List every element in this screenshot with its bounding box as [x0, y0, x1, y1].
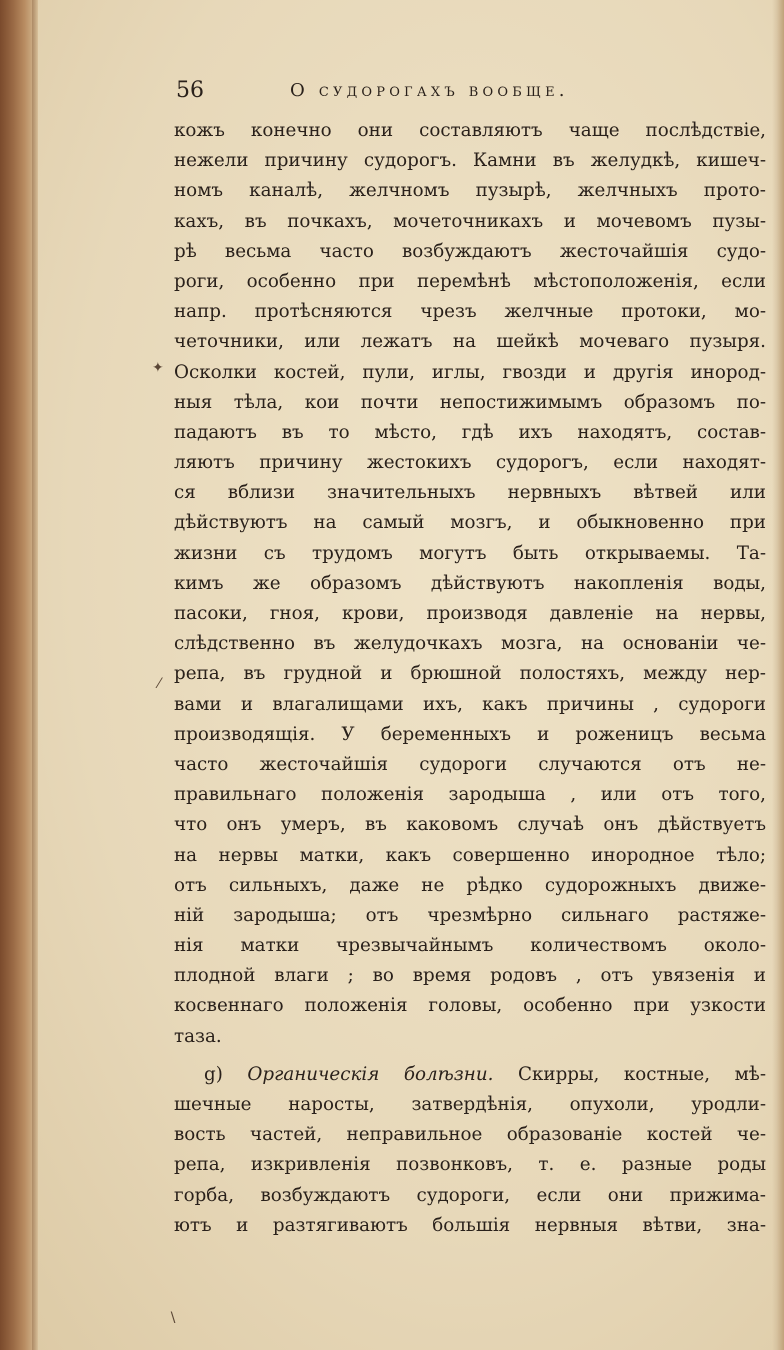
pencil-mark-icon: ⁄ [158, 676, 161, 692]
text-line: что онъ умеръ, въ каковомъ случаѣ онъ дѣйствуетъ [174, 814, 766, 836]
book-spine [0, 0, 38, 1350]
text-line: вость частей, неправильное образованіе костей че- [174, 1124, 766, 1146]
section-heading: Органическія болѣзни. [247, 1063, 494, 1085]
text-line: напр. протѣсняются чрезъ желчные протоки, мо- [174, 301, 766, 323]
text-line: четочники, или лежатъ на шейкѣ мочеваго пузыря. [174, 331, 766, 353]
section-first-text: Скирры, костные, мѣ- [517, 1063, 766, 1085]
text-line: репа, въ грудной и брюшной полостяхъ, между нер- [174, 663, 766, 685]
section-first-line [174, 1060, 766, 1090]
text-line: шечные наросты, затвердѣнія, опухоли, уродли- [174, 1094, 766, 1115]
text-line: ютъ и разтягиваютъ большія нервныя вѣтви, зна- [174, 1214, 766, 1236]
text-line: жизни съ трудомъ могутъ быть открываемы. Та- [174, 542, 766, 564]
page-number: 56 [176, 78, 204, 103]
text-line: нія матки чрезвычайнымъ количествомъ около- [174, 935, 766, 957]
paragraph-gap [174, 1052, 766, 1060]
margin-mark-icon: ✦ [152, 360, 164, 376]
text-line: на нервы матки, какъ совершенно инородное тѣло; [174, 844, 766, 866]
body-text [174, 116, 766, 1241]
text-line: отъ сильныхъ, даже не рѣдко судорожныхъ движе- [174, 874, 766, 896]
pencil-tick-icon: ∖ [168, 1310, 177, 1326]
page-edge [772, 0, 784, 1350]
running-title: О судорогахъ вообще. [290, 80, 569, 101]
text-line: ній зародыша; отъ чрезмѣрно сильнаго растяже- [174, 904, 766, 926]
section-marker: g) [204, 1063, 223, 1085]
text-line: номъ каналѣ, желчномъ пузырѣ, желчныхъ прото- [174, 180, 766, 202]
page-header [176, 78, 646, 110]
text-line: ныя тѣла, кои почти непостижимымъ образомъ по- [174, 391, 766, 413]
text-line: правильнаго положенія зародыша , или отъ того, [174, 784, 766, 806]
text-line: плодной влаги ; во время родовъ , отъ увязенія и [174, 965, 766, 987]
text-line: репа, изкривленія позвонковъ, т. е. разные роды [174, 1154, 766, 1176]
text-line: роги, особенно при перемѣнѣ мѣстоположенія, если [174, 270, 766, 292]
text-line: слѣдственно въ желудочкахъ мозга, на основаніи че- [174, 633, 766, 655]
text-line: производящія. У беременныхъ и роженицъ весьма [174, 723, 766, 745]
text-line: кахъ, въ почкахъ, мочеточникахъ и мочевомъ пузы- [174, 210, 766, 232]
text-line: ся вблизи значительныхъ нервныхъ вѣтвей или [174, 482, 766, 504]
text-line: падаютъ въ то мѣсто, гдѣ ихъ находятъ, состав- [174, 421, 766, 443]
text-line: рѣ весьма часто возбуждаютъ жесточайшія судо- [174, 240, 766, 262]
text-line: дѣйствуютъ на самый мозгъ, и обыкновенно при [174, 512, 766, 534]
text-line: часто жесточайшія судороги случаются отъ не- [174, 753, 766, 775]
text-line: косвеннаго положенія головы, особенно при узкости [174, 995, 766, 1017]
text-line: горба, возбуждаютъ судороги, если они прижима- [174, 1184, 766, 1206]
text-line: таза. [174, 1025, 222, 1047]
text-line: вами и влагалищами ихъ, какъ причины , судороги [174, 693, 766, 715]
text-line: Осколки костей, пули, иглы, гвозди и другія инород- [174, 361, 766, 383]
text-line: кожъ конечно они составляютъ чаще послѣдствіе, [174, 120, 766, 141]
text-line: пасоки, гноя, крови, производя давленіе на нервы, [174, 603, 766, 624]
text-line: нежели причину судорогъ. Камни въ желудкѣ, кишеч- [174, 150, 766, 172]
text-line: ляютъ причину жестокихъ судорогъ, если находят- [174, 452, 766, 474]
text-line: кимъ же образомъ дѣйствуютъ накопленія воды, [174, 572, 766, 594]
